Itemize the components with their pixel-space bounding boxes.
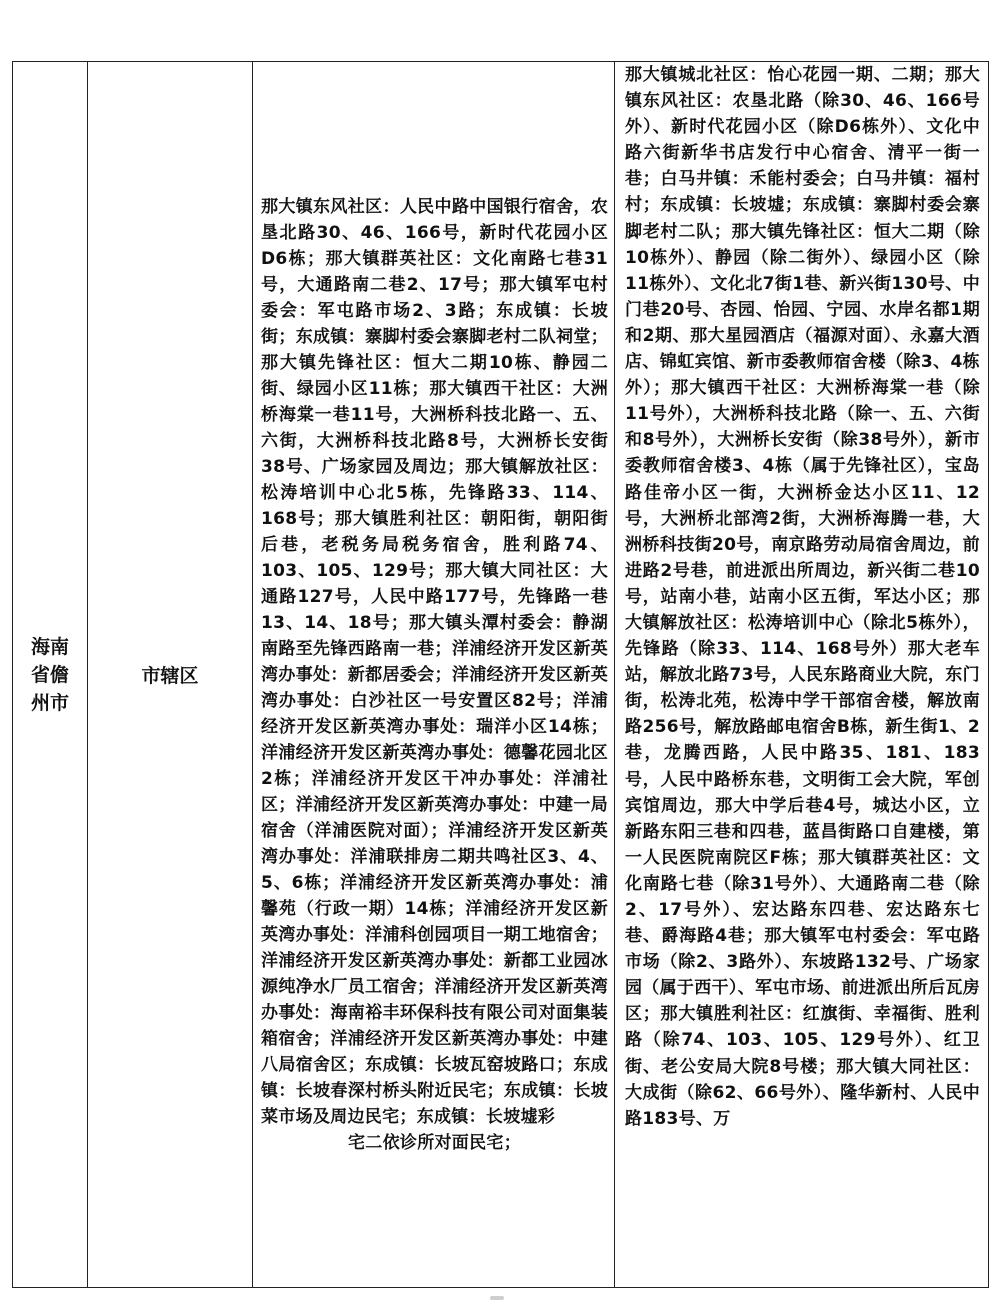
medium-risk-areas-text: 那大镇东风社区：人民中路中国银行宿舍，农垦北路30、46、166号，新时代花园小区D6栋；那大镇群英社区：文化南路七巷31号，大通路南二巷2、17号；那大镇军屯村委会：军屯路市场2、3路；东成镇：长坡街；东成镇：寨脚村委会寨脚老村二队祠堂；那大镇先锋社区：恒大二期10栋、静园二街、绿园小区11栋；那大镇西干社区：大洲桥海棠一巷11号，大洲桥科技北路一、五、六街，大洲桥科技北路8号，大洲桥长安街38号、广场家园及周边；那大镇解放社区：松涛培训中心北5栋，先锋路33、114、168号；那大镇胜利社区：朝阳街，朝阳街后巷，老税务局税务宿舍，胜利路74、103、105、129号；那大镇大同社区：大通路127号，人民中路177号，先锋路一巷13、14、18号；那大镇头潭村委会：静湖南路至先锋西路南一巷；洋浦经济开发区新英湾办事处：新都居委会；洋浦经济开发区新英湾办事处：白沙社区一号安置区82号；洋浦经济开发区新英湾办事处：瑞洋小区14栋；洋浦经济开发区新英湾办事处：德馨花园北区2栋；洋浦经济开发区干冲办事处：洋浦社区；洋浦经济开发区新英湾办事处：中建一局宿舍（洋浦医院对面）；洋浦经济开发区新英湾办事处：洋浦联排房二期共鸣社区3、4、5、6栋；洋浦经济开发区新英湾办事处：浦馨苑（行政一期）14栋；洋浦经济开发区新英湾办事处：洋浦科创园项目一期工地宿舍；洋浦经济开发区新英湾办事处：新都工业园冰源纯净水厂员工宿舍；洋浦经济开发区新英湾办事处：海南裕丰环保科技有限公司对面集装箱宿舍；洋浦经济开发区新英湾办事处：中建八局宿舍区；东成镇：长坡瓦窑坡路口；东成镇：长坡春深村桥头附近民宅；东成镇：长坡菜市场及周边民宅；东成镇：长坡墟彩	[261, 196, 608, 1127]
low-risk-areas-text: 那大镇城北社区：怡心花园一期、二期；那大镇东风社区：农垦北路（除30、46、166号外）、新时代花园小区（除D6栋外）、文化中路六街新华书店发行中心宿舍、清平一街一巷；白马井镇：禾能村委会；白马井镇：福村村；东成镇：长坡墟；东成镇：寨脚村委会寨脚老村二队；那大镇先锋社区：恒大二期（除10栋外）、静园（除二街外）、绿园小区（除11栋外）、文化北7街1巷、新兴街130号、中门巷20号、杏园、怡园、宁园、水岸名都1期和2期、那大星园酒店（福源对面）、永嘉大酒店、锦虹宾馆、新市委教师宿舍楼（除3、4栋外）；那大镇西干社区：大洲桥海棠一巷（除11号外），大洲桥科技北路（除一、五、六街和8号外），大洲桥长安街（除38号外），新市委教师宿舍楼3、4栋（属于先锋社区），宝岛路佳帝小区一街，大洲桥金达小区11、12号，大洲桥北部湾2街，大洲桥海腾一巷，大洲桥科技街20号，南京路劳动局宿舍周边，前进路2号巷，前进派出所周边，新兴街二巷10号，站南小巷，站南小区五街，军达小区；那大镇解放社区：松涛培训中心（除北5栋外），先锋路（除33、114、168号外）那大老车站，解放北路73号，人民东路商业大院，东门街，松涛北苑，松涛中学干部宿舍楼，解放南路256号，解放路邮电宿舍B栋，新生街1、2巷，龙腾西路，人民中路35、181、183号，人民中路桥东巷，文明街工会大院，军创宾馆周边，那大中学后巷4号，城达小区，立新路东阳三巷和四巷，蓝昌街路口自建楼，第一人民医院南院区F栋；那大镇群英社区：文化南路七巷（除31号外）、大通路南二巷（除2、17号外）、宏达路东四巷、宏达路东七巷、爵海路4巷；那大镇军屯村委会：军屯路市场（除2、3路外）、东坡路132号、广场家园（属于西干）、军屯市场、前进派出所后瓦房区；那大镇胜利社区：红旗街、幸福街、胜利路（除74、103、105、129号外）、红卫街、老公安局大院8号楼；那大镇大同社区：大成街（除62、66号外）、隆华新村、人民中路183号、万	[625, 65, 980, 1129]
table-row	[13, 62, 989, 1288]
province-city-cell: 海南省儋州市	[13, 62, 88, 1288]
page-scroll-mark	[490, 1296, 504, 1300]
district-cell: 市辖区	[88, 62, 253, 1288]
low-risk-areas-cell	[615, 62, 989, 1288]
medium-risk-areas-cell	[253, 62, 615, 1288]
medium-risk-areas-text-end: 宅二依诊所对面民宅；	[348, 1132, 521, 1153]
risk-area-table	[12, 61, 989, 1288]
